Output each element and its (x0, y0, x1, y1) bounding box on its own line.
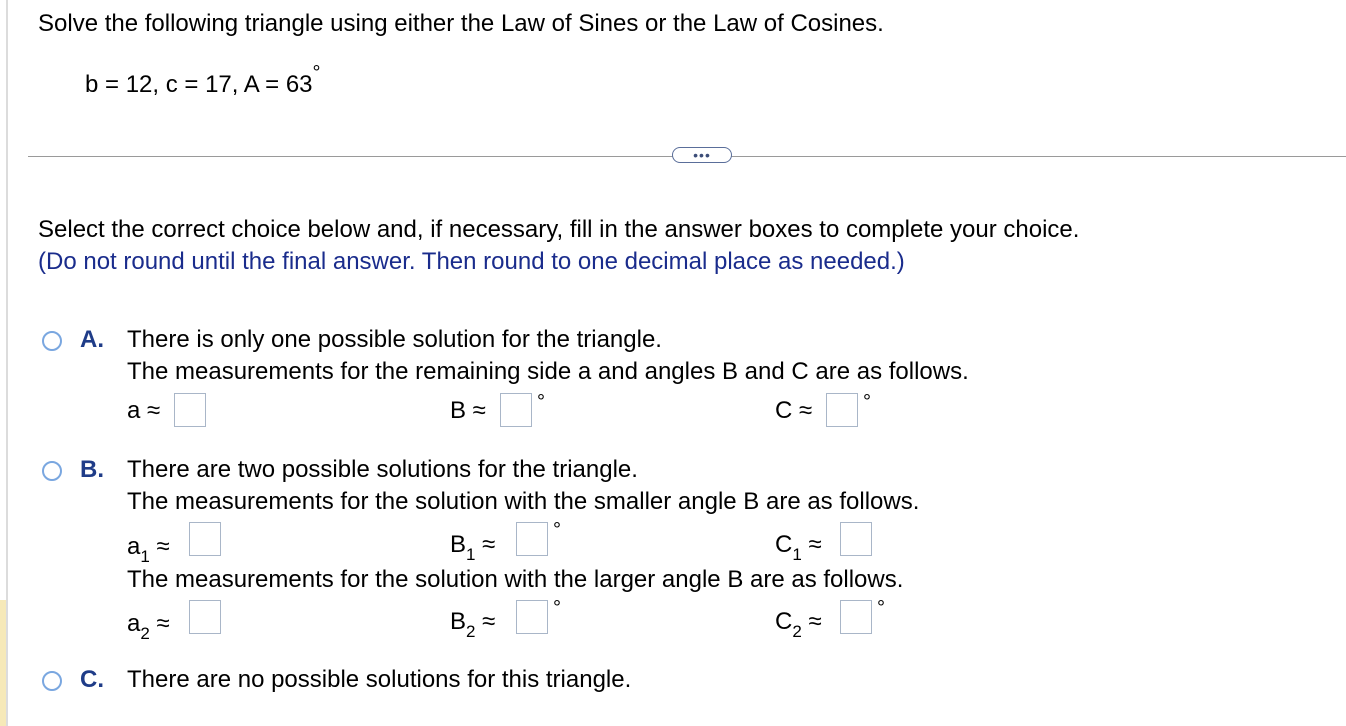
left-border (6, 0, 8, 726)
option-a-angle-b-label: B ≈ (450, 397, 486, 424)
more-button[interactable]: ••• (672, 147, 732, 163)
option-b-angle-c1-label: $C_1$ ≈ (775, 531, 822, 564)
option-b-angle-b1-label: $B_1$ ≈ (450, 531, 496, 564)
option-b-angle-b1-input[interactable] (516, 522, 548, 556)
option-b-smaller-b-text: The measurements for the solution with the smaller angle B are as follows. (127, 488, 920, 515)
option-a-angle-c-degree: ° (863, 391, 871, 413)
instruction-text: Select the correct choice below and, if necessary, fill in the answer boxes to complete your choice. (38, 216, 1080, 243)
option-b-angle-c2-input[interactable] (840, 600, 872, 634)
option-b-side-a2-label: $a_2$ ≈ (127, 610, 170, 643)
option-b-letter: B. (80, 456, 104, 483)
degree-symbol: ° (312, 62, 321, 84)
option-c-radio[interactable] (42, 671, 62, 691)
option-b-text: There are two possible solutions for the triangle. (127, 456, 638, 483)
option-b-angle-b1-degree: ° (553, 519, 561, 541)
option-a-radio[interactable] (42, 331, 62, 351)
left-accent-bar (0, 600, 6, 726)
option-c-text: There are no possible solutions for this triangle. (127, 666, 632, 693)
option-b-angle-b2-label: $B_2$ ≈ (450, 608, 496, 641)
option-b-angle-c2-degree: ° (877, 597, 885, 619)
option-b-angle-c2-label: $C_2$ ≈ (775, 608, 822, 641)
option-a-subtext: The measurements for the remaining side a and angles B and C are as follows. (127, 358, 969, 385)
question-title: Solve the following triangle using either the Law of Sines or the Law of Cosines. (38, 10, 884, 37)
option-a-angle-c-label: C ≈ (775, 397, 813, 424)
option-b-angle-b2-input[interactable] (516, 600, 548, 634)
option-b-radio[interactable] (42, 461, 62, 481)
option-a-text: There is only one possible solution for the triangle. (127, 326, 662, 353)
option-b-larger-b-text: The measurements for the solution with the larger angle B are as follows. (127, 566, 904, 593)
rounding-hint: (Do not round until the final answer. Then round to one decimal place as needed.) (38, 248, 905, 275)
option-b-side-a2-input[interactable] (189, 600, 221, 634)
given-values (85, 62, 321, 99)
option-a-side-a-label: a ≈ (127, 397, 161, 424)
option-a-angle-b-input[interactable] (500, 393, 532, 427)
option-a-side-a-input[interactable] (174, 393, 206, 427)
option-b-angle-c1-input[interactable] (840, 522, 872, 556)
option-a-angle-c-input[interactable] (826, 393, 858, 427)
option-b-side-a1-label: $a_1$ ≈ (127, 533, 170, 566)
option-a-letter: A. (80, 326, 104, 353)
option-b-side-a1-input[interactable] (189, 522, 221, 556)
option-b-angle-b2-degree: ° (553, 597, 561, 619)
given-text: b = 12, c = 17, A = 63 (85, 71, 313, 98)
option-c-letter: C. (80, 666, 104, 693)
option-a-angle-b-degree: ° (537, 391, 545, 413)
